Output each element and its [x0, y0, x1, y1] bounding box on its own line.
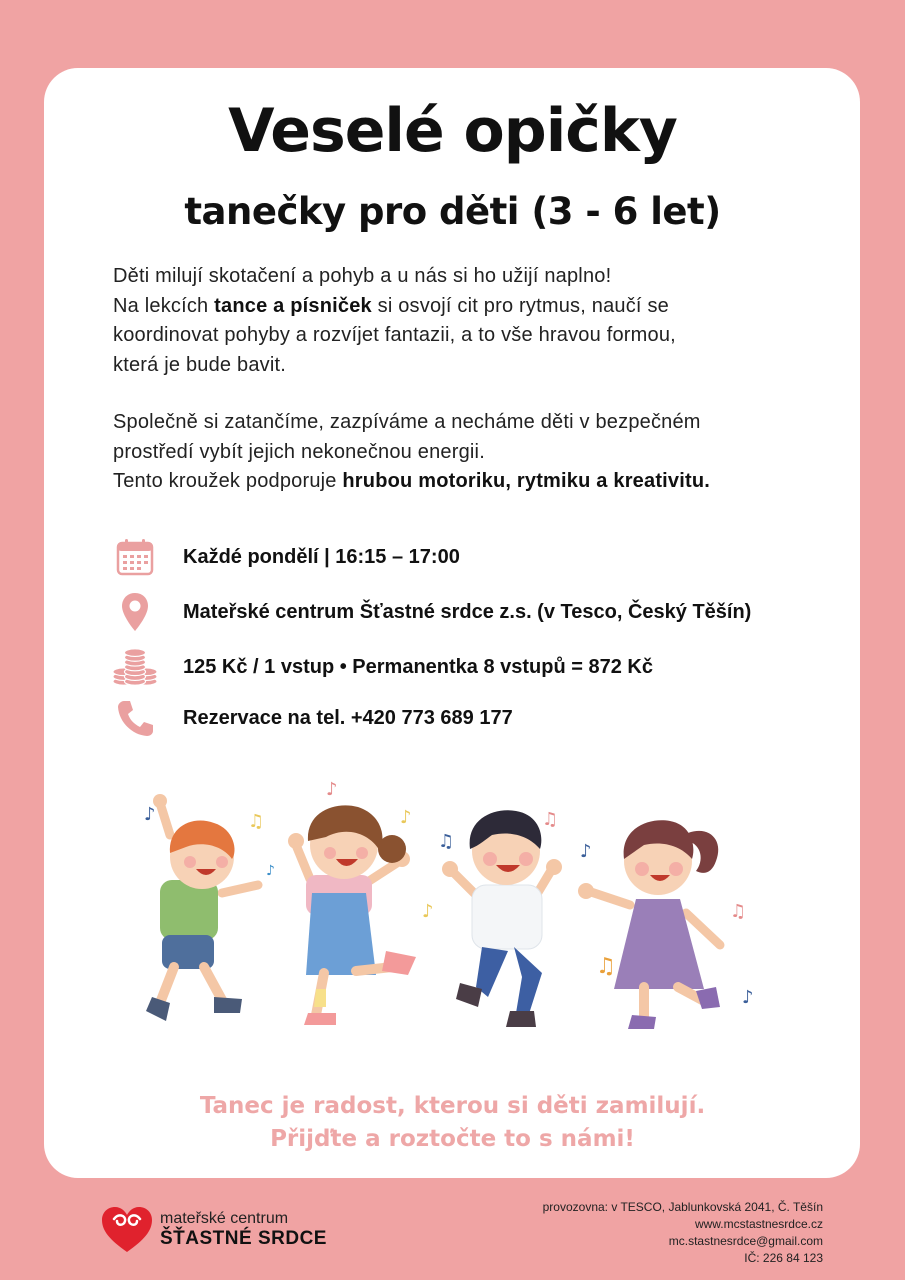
svg-text:♪: ♪	[400, 807, 412, 828]
coins-icon	[112, 645, 158, 689]
svg-text:♫: ♫	[596, 954, 616, 979]
intro-line-1: Děti milují skotačení a pohyb a u nás si ho užijí naplno!	[113, 265, 612, 287]
footer-ico: IČ: 226 84 123	[744, 1251, 823, 1265]
logo-line-1: mateřské centrum	[160, 1210, 289, 1227]
phone-icon	[112, 696, 158, 740]
logo-line-2: ŠŤASTNÉ SRDCE	[160, 1228, 327, 1249]
page-title: Veselé opičky	[228, 96, 677, 166]
activity-line-3a: Tento kroužek podporuje	[113, 470, 343, 492]
svg-text:♪: ♪	[580, 841, 592, 862]
footer-web-link[interactable]: www.mcstastnesrdce.cz	[694, 1217, 823, 1231]
slogan-line-2: Přijďte a roztočte to s námi!	[270, 1126, 635, 1152]
calendar-icon	[112, 535, 158, 579]
footer-contacts	[543, 1199, 823, 1267]
svg-text:♪: ♪	[742, 987, 754, 1008]
svg-text:♫: ♫	[542, 809, 559, 830]
schedule-row	[112, 535, 460, 579]
svg-text:♫: ♫	[730, 901, 747, 922]
price-row	[112, 645, 653, 689]
intro-line-2a: Na lekcích	[113, 294, 215, 317]
location-text: Mateřské centrum Šťastné srdce z.s. (v Tesco, Český Těšín)	[183, 600, 752, 623]
svg-text:♫: ♫	[248, 811, 265, 832]
intro-line-3: koordinovat pohyby a rozvíjet fantazii, a to vše hravou formou,	[113, 324, 676, 346]
svg-text:♫: ♫	[438, 831, 455, 852]
footer-address: provozovna: v TESCO, Jablunkovská 2041, Č. Těšín	[542, 1200, 823, 1214]
intro-line-4: která je bude bavit.	[113, 353, 286, 376]
svg-text:♪: ♪	[326, 779, 338, 800]
svg-text:♪: ♪	[266, 863, 275, 879]
slogan-line-1: Tanec je radost, kterou si děti zamilují.	[199, 1093, 706, 1119]
intro-line-2b: si osvojí cit pro rytmus, naučí se	[371, 294, 669, 317]
page-subtitle: tanečky pro děti (3 - 6 let)	[184, 190, 721, 233]
logo	[100, 1205, 327, 1255]
heart-logo-icon	[100, 1205, 154, 1255]
location-row	[112, 590, 751, 634]
intro-paragraph	[113, 262, 833, 380]
intro-line-2-bold: tance a písniček	[214, 294, 372, 317]
price-text: 125 Kč / 1 vstup • Permanentka 8 vstupů = 872 Kč	[183, 655, 653, 678]
activity-line-2: prostředí vybít jejich nekonečnou energii.	[113, 440, 485, 463]
svg-text:♪: ♪	[144, 804, 156, 825]
svg-text:♪: ♪	[422, 901, 434, 922]
activity-line-3-bold: hrubou motoriku, rytmiku a kreativitu.	[342, 470, 711, 492]
location-pin-icon	[112, 590, 158, 634]
activity-paragraph	[113, 408, 833, 497]
schedule-text: Každé pondělí | 16:15 – 17:00	[183, 545, 460, 568]
dancing-kids-illustration	[130, 775, 780, 1045]
activity-line-1: Společně si zatančíme, zazpíváme a necháme děti v bezpečném	[113, 411, 701, 433]
reservation-text: Rezervace na tel. +420 773 689 177	[183, 706, 513, 729]
footer-email-link[interactable]: mc.stastnesrdce@gmail.com	[668, 1234, 823, 1248]
reservation-row	[112, 696, 513, 740]
